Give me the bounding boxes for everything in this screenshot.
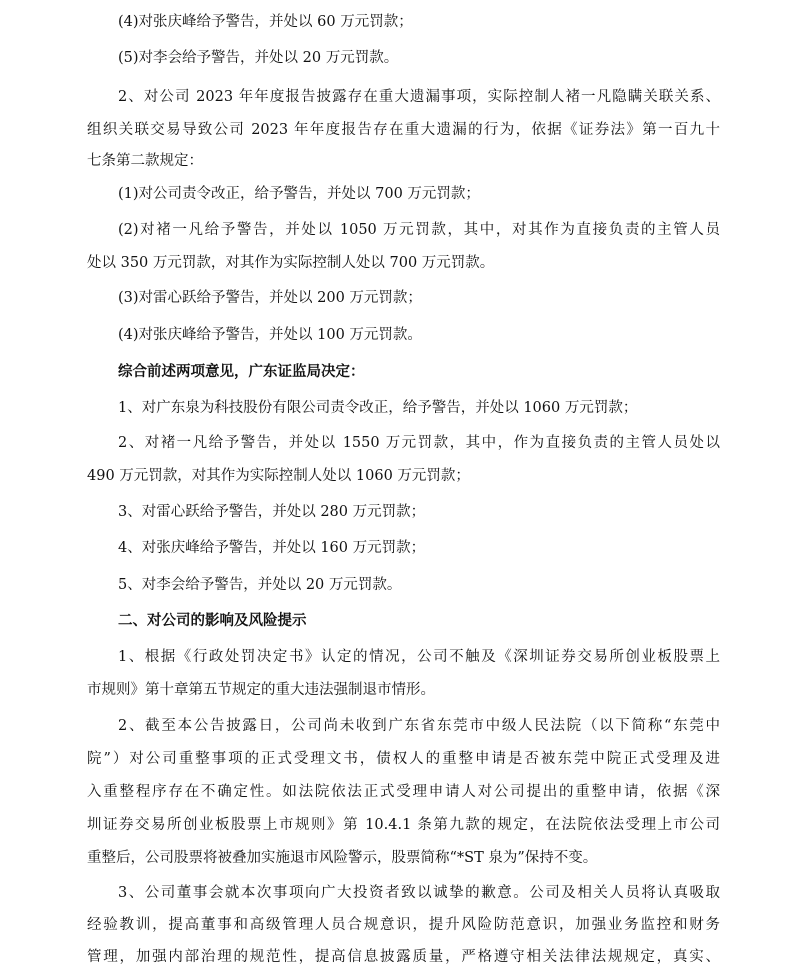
text-line: 院”）对公司重整事项的正式受理文书，债权人的重整申请是否被东莞中院正式受理及进 (87, 751, 720, 767)
text-line: 圳证券交易所创业板股票上市规则》第 10.4.1 条第九款的规定，在法院依法受理上市公司 (87, 817, 720, 833)
text-line: 5、对李会给予警告，并处以 20 万元罚款。 (118, 577, 402, 593)
text-line: (2)对褚一凡给予警告，并处以 1050 万元罚款，其中，对其作为直接负责的主管人员 (118, 222, 720, 238)
text-line: 4、对张庆峰给予警告，并处以 160 万元罚款； (118, 540, 426, 556)
text-line: (1)对公司责令改正，给予警告，并处以 700 万元罚款； (118, 186, 480, 202)
text-line: 2、对褚一凡给予警告，并处以 1550 万元罚款，其中，作为直接负责的主管人员处以 (118, 435, 720, 451)
text-line: 组织关联交易导致公司 2023 年年度报告存在重大遗漏的行为，依据《证券法》第一百九十 (87, 122, 720, 138)
text-line: (4)对张庆峰给予警告，并处以 60 万元罚款； (118, 14, 413, 30)
text-line: 七条第二款规定： (87, 153, 203, 169)
text-line: 重整后，公司股票将被叠加实施退市风险警示，股票简称“*ST 泉为”保持不变。 (87, 850, 598, 866)
text-line: 2、截至本公告披露日，公司尚未收到广东省东莞市中级人民法院（以下简称“东莞中 (118, 718, 720, 734)
text-line: 3、公司董事会就本次事项向广大投资者致以诚挚的歉意。公司及相关人员将认真吸取 (118, 885, 720, 901)
text-line: 1、对广东泉为科技股份有限公司责令改正，给予警告，并处以 1060 万元罚款； (118, 400, 638, 416)
text-line: 3、对雷心跃给予警告，并处以 280 万元罚款； (118, 504, 426, 520)
section-heading: 二、对公司的影响及风险提示 (118, 613, 307, 629)
text-line: 1、根据《行政处罚决定书》认定的情况，公司不触及《深圳证券交易所创业板股票上 (118, 649, 720, 665)
text-line: 2、对公司 2023 年年度报告披露存在重大遗漏事项，实际控制人褚一凡隐瞒关联关系、 (118, 89, 720, 105)
text-line: 入重整程序存在不确定性。如法院依法正式受理申请人对公司提出的重整申请，依据《深 (87, 784, 720, 800)
text-line: 管理，加强内部治理的规范性，提高信息披露质量，严格遵守相关法律法规规定，真实、 (87, 949, 720, 965)
text-line: (3)对雷心跃给予警告，并处以 200 万元罚款； (118, 290, 422, 306)
section-subheading: 综合前述两项意见，广东证监局决定： (118, 364, 365, 380)
text-line: 490 万元罚款，对其作为实际控制人处以 1060 万元罚款； (87, 468, 470, 484)
text-line: (4)对张庆峰给予警告，并处以 100 万元罚款。 (118, 327, 422, 343)
text-line: (5)对李会给予警告，并处以 20 万元罚款。 (118, 50, 399, 66)
text-line: 处以 350 万元罚款，对其作为实际控制人处以 700 万元罚款。 (87, 255, 495, 271)
text-line: 市规则》第十章第五节规定的重大违法强制退市情形。 (87, 682, 435, 698)
text-line: 经验教训，提高董事和高级管理人员合规意识，提升风险防范意识，加强业务监控和财务 (87, 917, 720, 933)
